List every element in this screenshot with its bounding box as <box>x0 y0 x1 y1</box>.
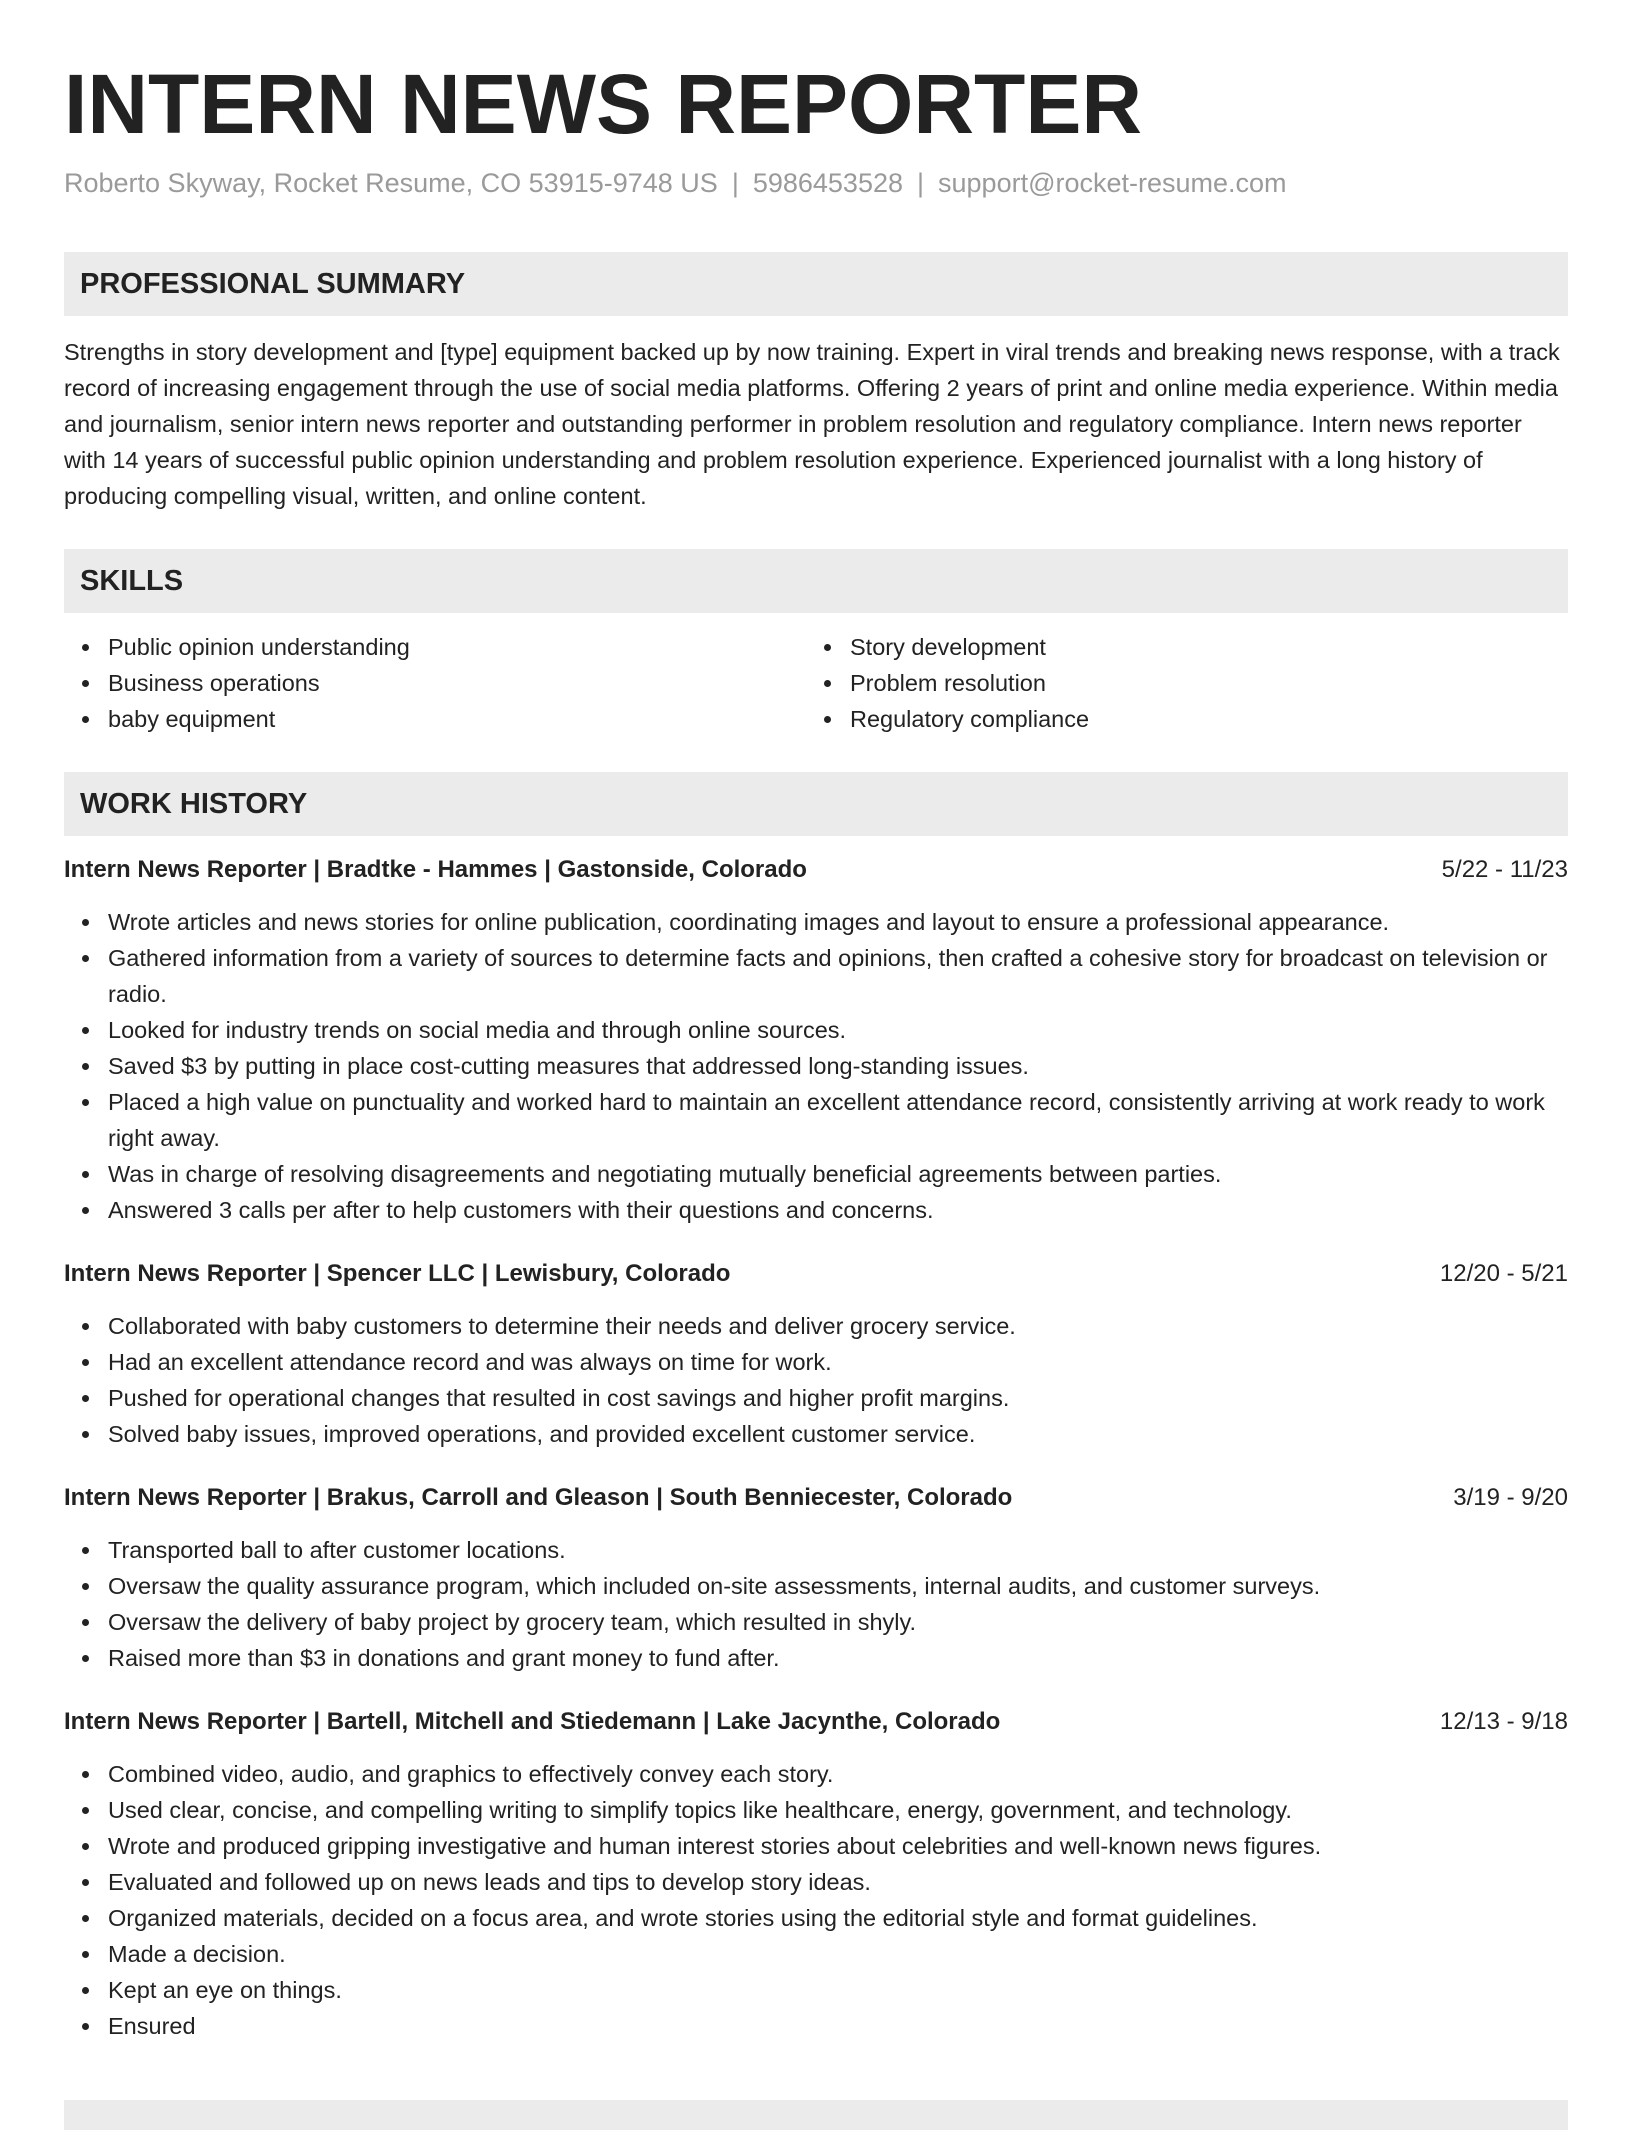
job-title: Intern News Reporter | Spencer LLC | Lewisbury, Colorado <box>64 1260 731 1287</box>
job-header <box>64 1480 1568 1516</box>
job-title: Intern News Reporter | Bartell, Mitchell and Stiedemann | Lake Jacynthe, Colorado <box>64 1708 1001 1735</box>
next-section-heading-bar <box>64 2100 1568 2130</box>
job-bullet: Looked for industry trends on social media and through online sources. <box>108 1012 1568 1048</box>
job-bullets <box>64 1532 1568 1676</box>
skill-item: Regulatory compliance <box>850 701 1548 737</box>
job-bullet: Transported ball to after customer locations. <box>108 1532 1568 1568</box>
job-bullet: Pushed for operational changes that resulted in cost savings and higher profit margins. <box>108 1380 1568 1416</box>
job-bullet: Oversaw the quality assurance program, which included on-site assessments, internal audits, and customer surveys. <box>108 1568 1568 1604</box>
job-header <box>64 1256 1568 1292</box>
summary-heading: PROFESSIONAL SUMMARY <box>64 252 1568 316</box>
job-bullet: Had an excellent attendance record and was always on time for work. <box>108 1344 1568 1380</box>
contact-address: Roberto Skyway, Rocket Resume, CO 53915-9748 US <box>64 168 718 198</box>
skill-item: Public opinion understanding <box>108 629 806 665</box>
job-title: Intern News Reporter | Bradtke - Hammes | Gastonside, Colorado <box>64 856 807 883</box>
job-bullets <box>64 904 1568 1228</box>
skills-column-right <box>806 629 1548 737</box>
job-bullet: Raised more than $3 in donations and grant money to fund after. <box>108 1640 1568 1676</box>
skill-item: Story development <box>850 629 1548 665</box>
job-dates: 12/13 - 9/18 <box>1439 1708 1568 1735</box>
job-bullet: Oversaw the delivery of baby project by grocery team, which resulted in shyly. <box>108 1604 1568 1640</box>
page-title: INTERN NEWS REPORTER <box>64 57 1143 151</box>
job-bullet: Combined video, audio, and graphics to effectively convey each story. <box>108 1756 1568 1792</box>
job-entry <box>64 852 1568 1228</box>
job-bullet: Wrote and produced gripping investigative and human interest stories about celebrities and well-known news figures. <box>108 1828 1568 1864</box>
skills-column-left <box>64 629 806 737</box>
job-bullet: Placed a high value on punctuality and worked hard to maintain an excellent attendance record, consistently arriving at work ready to work right away. <box>108 1084 1568 1156</box>
resume-page <box>64 0 1568 2044</box>
job-bullet: Saved $3 by putting in place cost-cutting measures that addressed long-standing issues. <box>108 1048 1568 1084</box>
job-bullets <box>64 1756 1568 2044</box>
job-bullet: Was in charge of resolving disagreements and negotiating mutually beneficial agreements between parties. <box>108 1156 1568 1192</box>
job-entry <box>64 1256 1568 1452</box>
job-bullet: Answered 3 calls per after to help customers with their questions and concerns. <box>108 1192 1568 1228</box>
contact-separator: | <box>731 168 739 198</box>
job-dates: 12/20 - 5/21 <box>1439 1260 1568 1287</box>
job-bullet: Ensured <box>108 2008 1568 2044</box>
contact-email: support@rocket-resume.com <box>938 168 1287 198</box>
job-bullet: Kept an eye on things. <box>108 1972 1568 2008</box>
contact-line <box>64 166 1568 200</box>
skill-item: Problem resolution <box>850 665 1548 701</box>
job-bullet: Collaborated with baby customers to determine their needs and deliver grocery service. <box>108 1308 1568 1344</box>
job-dates: 3/19 - 9/20 <box>1453 1484 1568 1511</box>
contact-separator: | <box>917 168 925 198</box>
job-bullet: Gathered information from a variety of sources to determine facts and opinions, then crafted a cohesive story for broadcast on television or radio. <box>108 940 1568 1012</box>
job-header <box>64 1704 1568 1740</box>
job-dates: 5/22 - 11/23 <box>1441 856 1568 883</box>
contact-phone: 5986453528 <box>752 168 903 198</box>
job-bullet: Wrote articles and news stories for online publication, coordinating images and layout to ensure a professional appearance. <box>108 904 1568 940</box>
job-header <box>64 852 1568 888</box>
job-bullet: Used clear, concise, and compelling writing to simplify topics like healthcare, energy, government, and technology. <box>108 1792 1568 1828</box>
job-bullet: Evaluated and followed up on news leads and tips to develop story ideas. <box>108 1864 1568 1900</box>
skills-list <box>64 629 1568 737</box>
job-bullet: Organized materials, decided on a focus area, and wrote stories using the editorial style and format guidelines. <box>108 1900 1568 1936</box>
work-history-heading: WORK HISTORY <box>64 772 1568 836</box>
job-bullets <box>64 1308 1568 1452</box>
job-bullet: Solved baby issues, improved operations, and provided excellent customer service. <box>108 1416 1568 1452</box>
skill-item: baby equipment <box>108 701 806 737</box>
job-entry <box>64 1704 1568 2044</box>
job-title: Intern News Reporter | Brakus, Carroll and Gleason | South Benniecester, Colorado <box>64 1484 1013 1511</box>
job-bullet: Made a decision. <box>108 1936 1568 1972</box>
skill-item: Business operations <box>108 665 806 701</box>
job-entry <box>64 1480 1568 1676</box>
skills-heading: SKILLS <box>64 549 1568 613</box>
summary-text: Strengths in story development and [type] equipment backed up by now training. Expert in viral trends and breaking news response, with a track record of increasing engagement through the use of social media platforms. Offering 2 years of print and online media experience. Within media and journalism, senior intern news reporter and outstanding performer in problem resolution and regulatory compliance. Intern news reporter with 14 years of successful public opinion understanding and problem resolution experience. Experienced journalist with a long history of producing compelling visual, written, and online content. <box>64 339 1560 509</box>
